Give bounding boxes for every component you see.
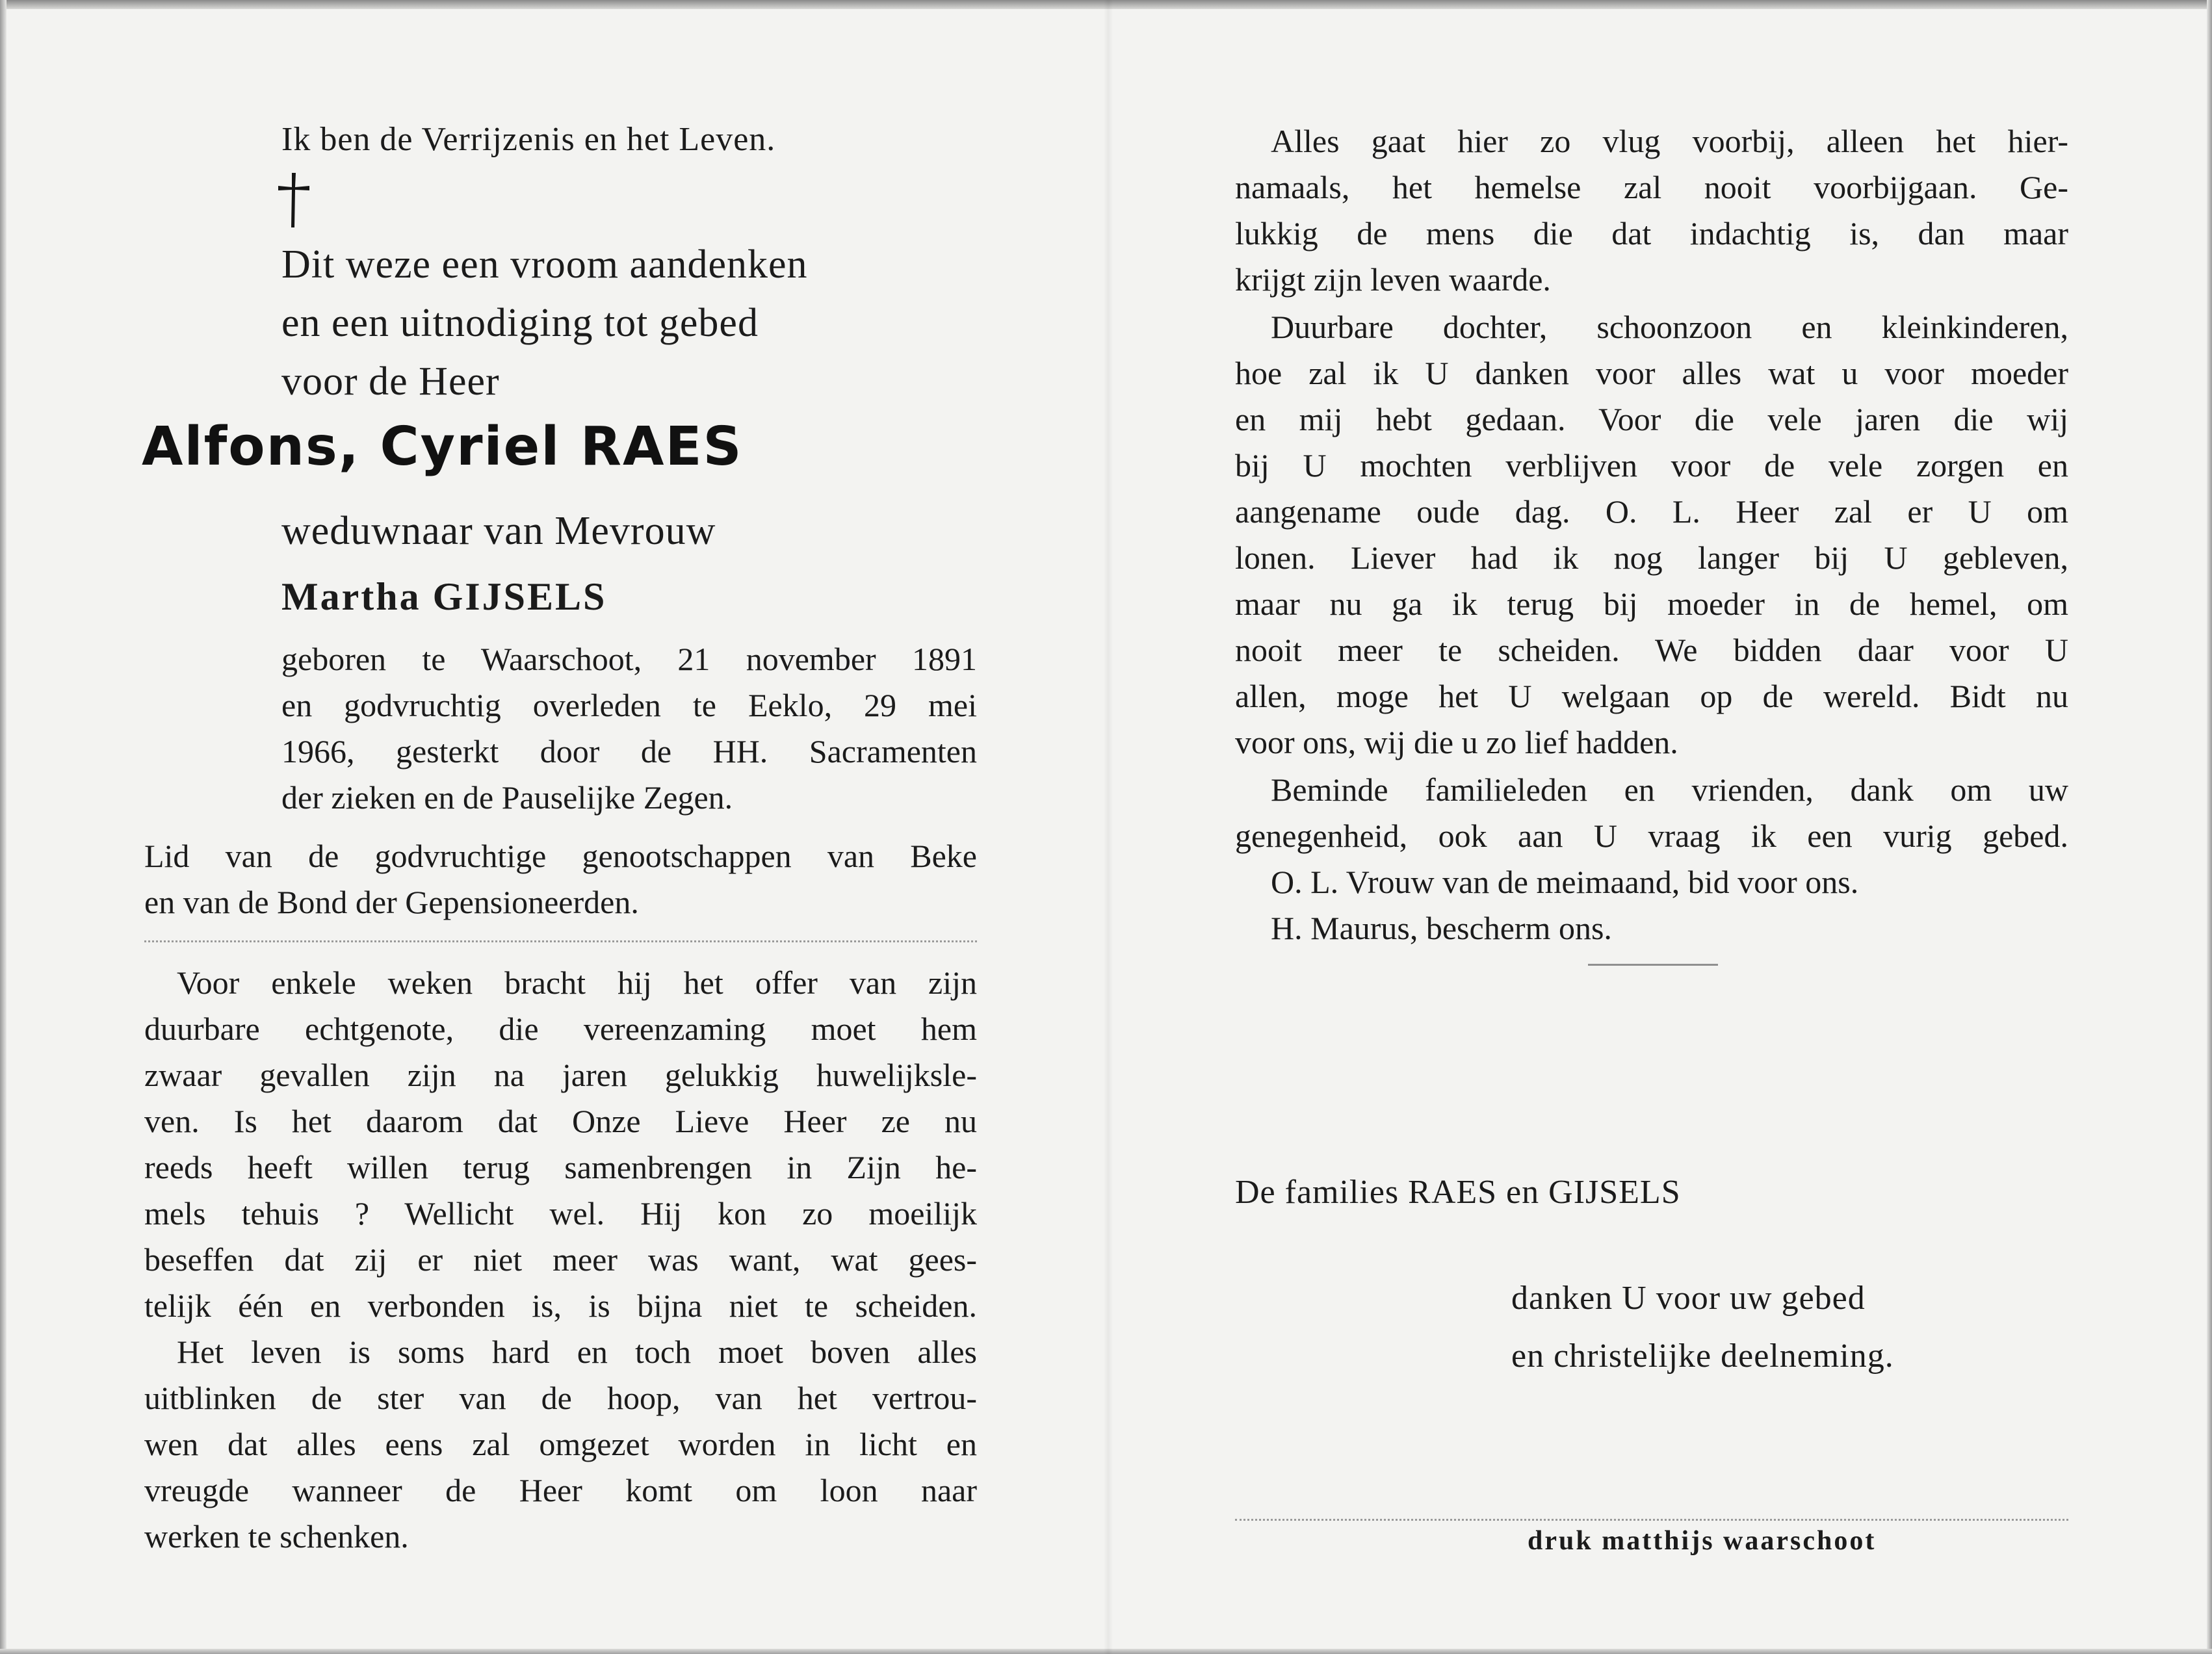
farewell-line: maar nu ga ik terug bij moeder in de hemel, om (1235, 586, 2068, 622)
membership-line-2: en van de Bond der Gepensioneerden. (144, 884, 639, 920)
intro-line-2: en een uitnodiging tot gebed (281, 301, 759, 345)
farewell-line: voor ons, wij die u zo lief hadden. (1235, 724, 1678, 760)
footer-divider (1235, 1519, 2068, 1521)
farewell-line: krijgt zijn leven waarde. (1235, 261, 1551, 298)
dates-line-3: 1966, gesterkt door de HH. Sacramenten (281, 733, 977, 769)
tribute-line: vreugde wanneer de Heer komt om loon naar (144, 1472, 977, 1508)
farewell-line: genegenheid, ook aan U vraag ik een vurig gebed. (1235, 818, 2068, 854)
center-fold (1104, 0, 1113, 1654)
tribute-line: mels tehuis ? Wellicht wel. Hij kon zo moeilijk (144, 1195, 977, 1232)
tribute-line: reeds heeft willen terug samenbrengen in Zijn he- (144, 1149, 977, 1185)
farewell-line: namaals, het hemelse zal nooit voorbijgaan. Ge- (1235, 169, 2068, 205)
farewell-line: lukkig de mens die dat indachtig is, dan maar (1235, 215, 2068, 252)
tribute-line: zwaar gevallen zijn na jaren gelukkig huwelijksle- (144, 1057, 977, 1093)
farewell-line: en mij hebt gedaan. Voor die vele jaren die wij (1235, 401, 2068, 437)
tribute-line: uitblinken de ster van de hoop, van het vertrou- (144, 1380, 977, 1416)
tribute-line: ven. Is het daarom dat Onze Lieve Heer ze nu (144, 1103, 977, 1139)
spouse-name: Martha GIJSELS (281, 575, 607, 618)
families-line: De families RAES en GIJSELS (1235, 1174, 1681, 1211)
farewell-line: Duurbare dochter, schoonzoon en kleinkinderen, (1271, 309, 2068, 345)
card-edge-left (0, 0, 7, 1654)
farewell-line: nooit meer te scheiden. We bidden daar voor U (1235, 632, 2068, 668)
farewell-line: aangename oude dag. O. L. Heer zal er U om (1235, 493, 2068, 530)
intro-line-3: voor de Heer (281, 359, 500, 404)
short-divider-right (1588, 964, 1718, 966)
section-divider-left (144, 940, 977, 942)
tribute-line: wen dat alles eens zal omgezet worden in licht en (144, 1426, 977, 1462)
farewell-line: bij U mochten verblijven voor de vele zorgen en (1235, 447, 2068, 484)
thanks-line-1: danken U voor uw gebed (1511, 1280, 1866, 1317)
thanks-line-2: en christelijke deelneming. (1511, 1337, 1894, 1375)
dates-line-1: geboren te Waarschoot, 21 november 1891 (281, 641, 977, 677)
dates-line-4: der zieken en de Pauselijke Zegen. (281, 779, 733, 816)
card-edge-right (2207, 0, 2212, 1654)
farewell-line: O. L. Vrouw van de meimaand, bid voor ons. (1271, 864, 1859, 900)
intro-line-1: Dit weze een vroom aandenken (281, 242, 808, 287)
tribute-line: werken te schenken. (144, 1518, 409, 1555)
farewell-line: hoe zal ik U danken voor alles wat u voor moeder (1235, 355, 2068, 391)
cross-icon (276, 170, 312, 230)
deceased-name: Alfons, Cyriel RAES (142, 416, 743, 478)
tribute-line: Voor enkele weken bracht hij het offer van zijn (177, 964, 977, 1001)
dates-line-2: en godvruchtig overleden te Eeklo, 29 mei (281, 687, 977, 723)
farewell-line: Alles gaat hier zo vlug voorbij, alleen het hier- (1271, 123, 2068, 159)
farewell-line: allen, moge het U welgaan op de wereld. Bidt nu (1235, 678, 2068, 714)
motto: Ik ben de Verrijzenis en het Leven. (281, 121, 776, 158)
tribute-line: telijk één en verbonden is, is bijna niet te scheiden. (144, 1287, 977, 1324)
tribute-line: beseffen dat zij er niet meer was want, wat gees- (144, 1241, 977, 1278)
membership-line-1: Lid van de godvruchtige genootschappen van Beke (144, 838, 977, 874)
farewell-line: H. Maurus, bescherm ons. (1271, 910, 1612, 946)
widow-line: weduwnaar van Mevrouw (281, 509, 716, 553)
tribute-line: duurbare echtgenote, die vereenzaming moet hem (144, 1011, 977, 1047)
farewell-line: Beminde familieleden en vrienden, dank om uw (1271, 771, 2068, 808)
tribute-line: Het leven is soms hard en toch moet boven alles (177, 1334, 977, 1370)
farewell-line: lonen. Liever had ik nog langer bij U gebleven, (1235, 539, 2068, 576)
printer-credit: druk matthijs waarschoot (1528, 1526, 1877, 1556)
